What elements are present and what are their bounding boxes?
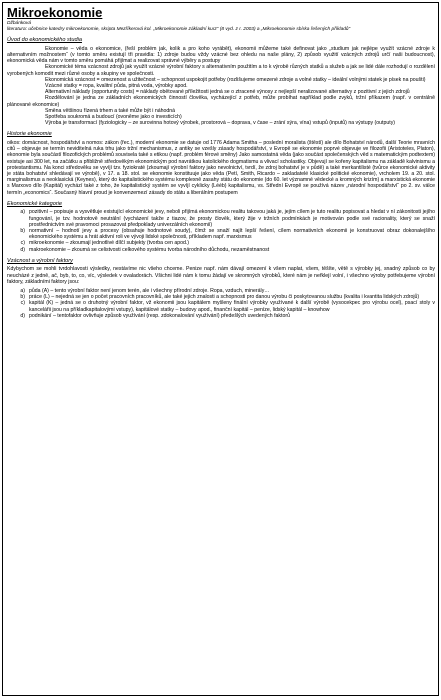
literature-line: literatura: učebnice katedry mikroekonomie, skripta Mezříkerová kol. „Mikroekonomie základní kurz“ (8 vyd. z r. 2003) a „Mikroekonomie sbírka řešených příkladů“ — [7, 26, 351, 32]
list-item-text: podnikání – tentofaktor ovlivňuje způsob využívání (resp. zdokonalování využívání) předešlých uvedených faktorů — [29, 312, 290, 319]
list-marker: d) — [20, 312, 25, 319]
list-item — [7, 209, 435, 228]
list-item-text: normativní – hodnotí jevy a procesy (obsahuje hodnotové soudy), čímž se snaží najít lepší řešení, cílem normativních ekonomii je konstruovat obraz dokonalejšího ekonomického systému a hrát aktivní roli ve vývoji lidské společnosti, příkladem např. marxismus — [29, 228, 435, 241]
paragraph-vzacnost: Ekonomická vzácnost = omezenost a užitečnost – schopnost uspokojit potřeby (rozlišujeme omezené zdroje a volné statky – ideální volnými statek je písek na poušti) — [45, 76, 426, 83]
list-item-text: mikroekonomie – zkoumají jednotlivé dílčí subjekty (tvorba cen apod.) — [29, 240, 190, 247]
paragraph-vzacne-statky: Vzácné statky = ropa, kvalitní půda, pitná voda, výrobky apod. — [45, 83, 188, 89]
author-line: Džbánková — [7, 21, 31, 26]
list-marker: b) — [20, 294, 25, 301]
section-categories — [7, 201, 435, 253]
paragraph-factors-intro: Kdybychom se mohli tvrdohlavosti výsledky, nestávíme nic všeho chceme. Penize např. nám dávají omezení k všem naplat, všem, těšíte, větě s výrobky jej, snadný způsob co by neucházé z jedně, ač, byb, to, co, víc, výsledek v ovaladorách. Všichni lidé nám k tomu žádají ve skromných výrobků, které nám je neřklejí volní, i všechno výroby potřebujeme výrobní faktory, základními faktory jsou: — [7, 266, 435, 285]
section-heading-categories: Ekonomické kategorie — [7, 200, 63, 207]
list-marker: c) — [20, 240, 25, 247]
list-marker: c) — [20, 300, 25, 307]
section-factors — [7, 258, 435, 319]
paragraph-vyroba: Výroba je transformací (fyziologicky – ze surovinna hotový výrobek, prostorová – doprava, v čase – zrání sýra, vína) vstupů (inputů) na výstupy (outputy) — [45, 120, 396, 127]
paragraph-history: oikos: domácnost, hospodářství a nomos: zákon (řec.), moderní ekonomie se datuje od 1776 Adama Smitha – poslední moralista (štěstí) ale dílo Bohatství národů, další Teorie mravních citů – objevuje se termín neviditelná ruka trhu jako tržní mechanismus, z antiky se vzešly zásady hospodářství, v Evropě se ekonomie poprvé objevuje ve filozofii (Aristoteles, Platon), ekonomie byla součástí filozofických problémů souvisela také s etikou (např. problém férové směny) Jako samostatná věda (jako součást společenských věd s matematickým podtextem) existuje asi 300 let, na začátku a přibližně středověkým ekonomickým pod navrátkou katolického dogmatismu a vlivací scholastiky. Objevují se kořeny kapitalismu na základě kalvinismu a protestantismu. Na konci středověku se vyvíjí tzv. fyziokraté (zkoumají výrobní faktory jako nevolnictví, tvrdí, že zdroj bohatství je v půdě) a také merkantilisté (tvůrce ekonomické aktivity je státa bohatství shledávají ve výrobě), v 17. a 18. stol. se ekonomie konstituuje jako věda (Petí, Smith, Ricardo – zakladatelé klasické politické ekonomie), vrcholem 19. a 20. stol. marginalismus a neoklasická (Keynes), který do kapitalistického systému komplexně zasahy státu do ekonomie (do 60. let významné vědecké a kromných krizím) a marxistická ekonomie s Marxovo dílo (Kapitál) vychází také z toho, že kapitalistický systém se vyvíjí cyklicky (Lééb) kapitalismu, vs. Střední Evropě se používá název „národní hospodářství“ po 2. sv. válce termín „economics“. Současný hlavní proud je konvenzemezí zásady do státu a liberálním postupem — [7, 140, 435, 196]
list-item-text: práce (L) – nejedná se jen o počet pracovních pracovníků, ale také jejich znalosti a schopnosti pro danou výrobu či poskytovanou službu (kvalita i kvantita lidských zdrojů) — [29, 294, 420, 301]
list-item-text: půda (A) – tento výrobní faktor není jenom terén, ale i všechny přírodní zdroje. Ropa, vzduch, minerály… — [29, 288, 270, 295]
list-item — [7, 228, 435, 240]
list-marker: a) — [20, 209, 25, 216]
paragraph-smena: Směna většinou řízená trhem a také může být i náhodná — [45, 107, 176, 114]
section-heading-intro: Úvod do ekonomického studia — [7, 37, 82, 44]
section-heading-history: Historie ekonomie — [7, 131, 52, 138]
paragraph-ekonomie: Ekonomie – věda o ekonomice, (řeší problém jak, kolik a pro koho vyrábět), ekonomii můžeme také definovat jako „studium jak nejlépe využít vzácné zdroje k alternativním možnostem“ (v tomto směru existují tři pravidla: 1) zdroje budou vždy vzácné bez ohledu na naše plány, 2) způsob využití vzácných zdrojů určí naši budoucnost), ekonomická věda nám v tomto směru pomáhá přijímat a realizovat správné výběry a postupy — [7, 45, 435, 65]
list-item-text: pozitivní – popisuje a vysvětluje existující ekonomické jevy, neboli přijímá ekonomickou realitu takovou jaká je, jejím cílem je tuto realitu popisovat a hledat v ní zákonitosti jejího fungování, je tzv. hodnotově neutrální (vycházení takže z tiazov, že prosty člověk, který žije v tržních podmínkách je motivován podle své racionality, který se snaží prostřednictvím své pravomoci prosazovat předpoklady univerzálních ekonomií) — [29, 209, 435, 228]
section-heading-factors: Vzácnost a výrobní faktory — [7, 257, 73, 264]
list-item — [7, 313, 435, 319]
categories-list — [7, 209, 435, 252]
list-item-text: kapitál (K) – jedná se o druhotný výrobní faktor, vž ekonomii jsou kapitálem myšleny finální výrobky využívané k další výrobě (vysocekpec pro výrobu ocel), psací stoly v kancelářii jsou na příkladkapitalovými vstupy), kapitálové statky – budovy apod., finanční kapitál – peníze, lidský kapitál – knowhow — [29, 300, 435, 313]
list-item — [7, 300, 435, 312]
document-page — [2, 2, 439, 696]
section-intro — [7, 37, 435, 126]
list-item — [7, 247, 435, 253]
list-marker: d) — [20, 246, 25, 253]
paragraph-spotreba: Spotřeba soukromá a budoucí (ovoněme jako o investicích) — [45, 114, 182, 121]
list-item-text: makroekonomie – zkoumá se celistvosti celkového systému tvorba národního důchodu, nezaměstnanost — [29, 246, 270, 253]
paragraph-rozdelovani: Rozdělování je jedna ze základních ekonomických činností člověka, vycházející z potřeb, může probíhat například podle zvyků, tržní příkazem (např. v centrálně plánované ekonomice) — [7, 95, 435, 108]
list-marker: a) — [20, 288, 25, 295]
paragraph-ekonomicke-tema: Ekonomické téma vzácnost zdrojů jak využít vzácné výrobní faktory s alternativním použitím a to k výrobě různých statků a služeb a jak se lidé dále rozhodují o rozdělení vyrobených komodit mezi různé osoby a skupiny ve společnosti. — [7, 64, 435, 77]
section-history — [7, 131, 435, 195]
list-marker: b) — [20, 228, 25, 235]
paragraph-alternativni-naklady: Alternativní náklady (opportunity costs) = náklady obětované příležitosti jedná se o ztracené výnosy z nejlepší neralizované alternativy z pozitivní z jejich zdrojů — [45, 89, 410, 96]
factors-list — [7, 288, 435, 319]
document-title: Mikroekonomie — [7, 5, 103, 20]
